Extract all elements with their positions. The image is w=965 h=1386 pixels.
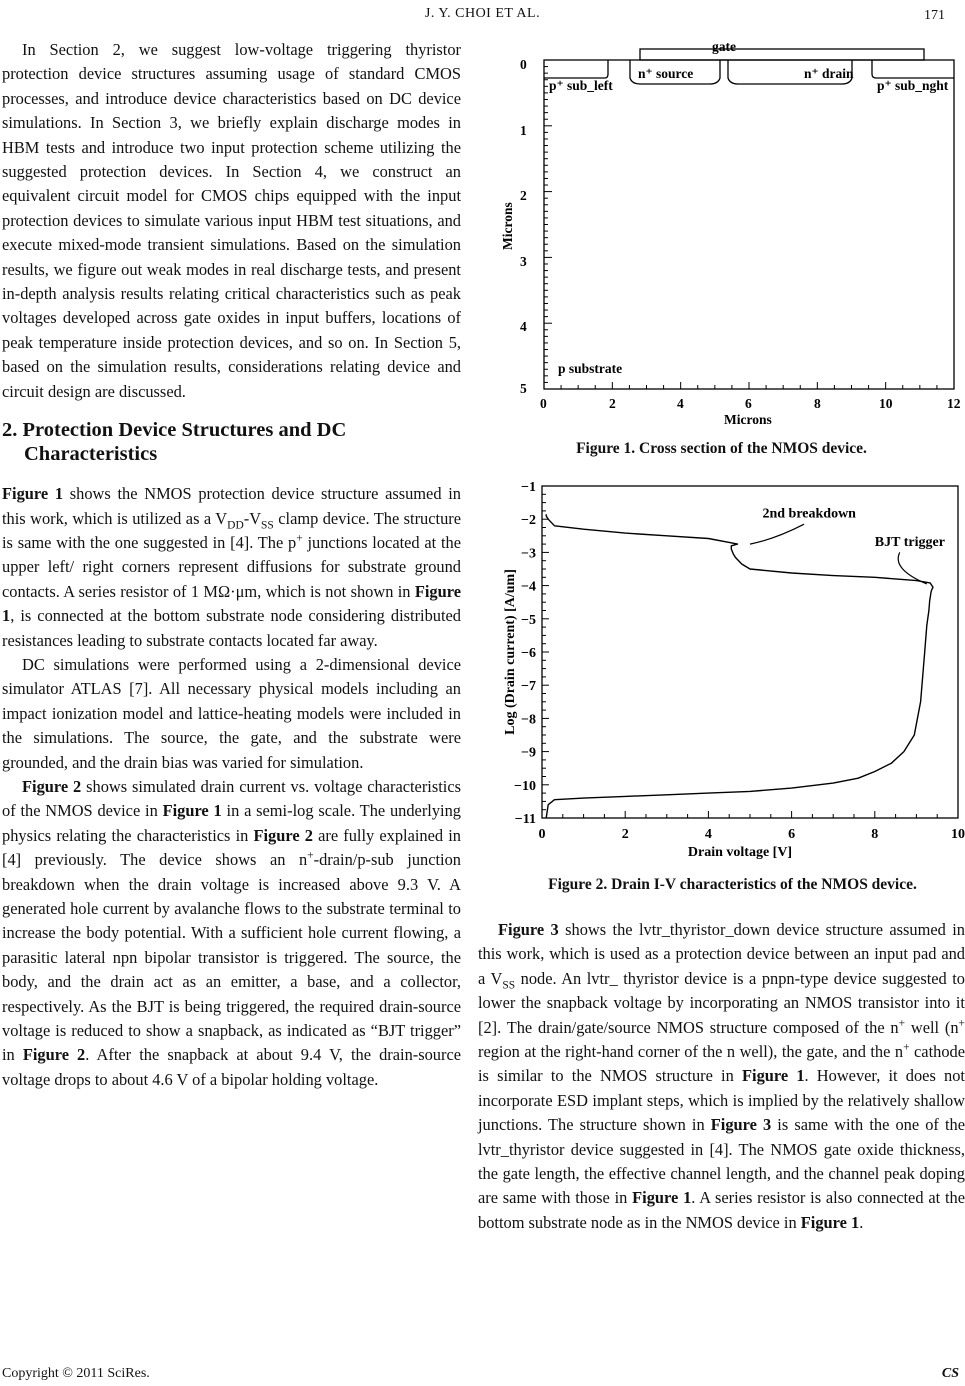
- y-tick-label: 3: [520, 254, 527, 269]
- x-axis-label: Drain voltage [V]: [687, 845, 793, 860]
- y-tick-label: 5: [520, 381, 527, 396]
- region-label-n-source: n⁺ source: [638, 66, 694, 81]
- gate-label: gate: [712, 39, 736, 54]
- y-tick-label: 4: [520, 319, 527, 334]
- region-label-p-substrate: p substrate: [558, 361, 623, 376]
- p-sub-right-region: [872, 60, 954, 78]
- y-axis-label: Log (Drain current) [A/um]: [503, 569, 518, 735]
- superscript: +: [903, 1041, 910, 1054]
- subscript: SS: [502, 979, 516, 992]
- text-span: shows the lvtr_thyristor_down device structure assumed in this work, which is used as a protection device between an input pad and a V: [478, 920, 965, 988]
- figure1-reference[interactable]: Figure 1: [632, 1188, 692, 1208]
- gate-shape: [640, 49, 924, 60]
- text-span: , is connected at the bottom substrate node considering distributed resistances leading to substrate contacts located far away.: [2, 606, 461, 650]
- text-span: clamp device. The structure is same with the one suggested in [4]. The p: [2, 508, 461, 552]
- paragraph-dc-simulations: DC simulations were performed using a 2-dimensional device simulator ATLAS [7]. All necessary physical models including an impact ionization model and lattice-heating models were included in the simulations. The source, the gate, and the substrate were grounded, and the drain bias was varied for simulation.: [2, 654, 461, 772]
- figure1-reference[interactable]: Figure 1: [2, 581, 461, 626]
- y-tick-label: −11: [514, 812, 536, 827]
- subscript: DD: [227, 518, 244, 531]
- y-axis-label: Microns: [500, 202, 515, 250]
- text-span: is same with the one of the lvtr_thyristor device suggested in [4]. The NMOS gate oxide thickness, the gate length, the effective channel length, and the channel peak doping are same with those in: [478, 1115, 965, 1208]
- subscript: SS: [261, 518, 274, 531]
- y-tick-label: −6: [521, 646, 536, 661]
- region-label-p-sub-left: p⁺ sub_left: [549, 78, 613, 93]
- paragraph-figure2: [2, 775, 461, 1092]
- x-tick-label: 6: [788, 827, 796, 842]
- y-tick-label: −8: [521, 712, 536, 728]
- text-span: are fully explained in [4] previously. The device shows an n: [2, 825, 461, 870]
- text-span: junctions located at the upper left/ right corners represent diffusions for substrate ground contacts. A series resistor of 1 MΩ·μm, which is not shown in: [2, 532, 461, 601]
- left-column: [2, 38, 461, 1092]
- section-heading-line2: Characteristics: [24, 443, 158, 466]
- figure3-reference[interactable]: Figure 3: [710, 1115, 772, 1135]
- intro-paragraph: In Section 2, we suggest low-voltage triggering thyristor protection device structures assuming usage of standard CMOS processes, and introduce device characteristics based on DC device simulations. In Section 3, we briefly explain discharge modes in HBM tests and introduce two input protection scheme utilizing the suggested protection devices. In Section 4, we construct an equivalent circuit model for CMOS chips equipped with the input protection devices to simulate various input HBM test situations, and execute mixed-mode transient simulations. Based on the simulation results, we figure out weak modes in real discharge tests, and present in-depth analysis results relating critical characteristics such as peak voltages developed across gate oxides in input buffers, locations of peak temperature inside protection devices, and so on. In Section 5, based on the simulation results, considerations relating device and circuit design are discussed.: [2, 40, 461, 401]
- x-tick-label: 2: [621, 827, 629, 842]
- x-tick-label: 4: [677, 396, 684, 411]
- x-tick-label: 4: [704, 827, 712, 842]
- plot-frame: [544, 60, 954, 389]
- figure2-iv-chart: [478, 472, 965, 867]
- y-tick-label: −1: [521, 480, 536, 495]
- figure1-tick-marks: [544, 60, 954, 389]
- y-tick-label: 1: [520, 123, 527, 138]
- section-heading-line1: 2. Protection Device Structures and DC: [2, 419, 347, 442]
- x-tick-label: 10: [951, 827, 965, 842]
- y-tick-label: −4: [521, 579, 536, 595]
- section-heading: [2, 418, 461, 466]
- p-sub-left-region: [544, 60, 608, 78]
- text-span: .: [859, 1212, 864, 1232]
- journal-abbrev: CS: [941, 1366, 959, 1381]
- figure2-reference[interactable]: Figure 2: [253, 825, 313, 845]
- copyright: Copyright © 2011 SciRes.: [2, 1366, 150, 1381]
- figure2-reference[interactable]: Figure 2: [22, 776, 82, 796]
- figure1-reference[interactable]: Figure 1: [742, 1066, 805, 1086]
- y-tick-label: 0: [520, 57, 527, 72]
- y-tick-label: −9: [521, 745, 536, 761]
- figure2-reference[interactable]: Figure 2: [22, 1045, 86, 1065]
- y-tick-label: 2: [520, 188, 527, 203]
- figure1-reference[interactable]: Figure 1: [2, 484, 64, 504]
- y-tick-label: −7: [521, 679, 536, 695]
- figure1-caption: Figure 1. Cross section of the NMOS device.: [576, 440, 867, 457]
- annotation-bjt-trigger: BJT trigger: [874, 534, 945, 550]
- x-tick-label: 8: [814, 396, 821, 411]
- text-span: well (n: [905, 1017, 959, 1037]
- region-label-n-drain: n⁺ drain: [804, 66, 854, 81]
- x-tick-label: 10: [879, 396, 893, 411]
- text-span: region at the right-hand corner of the n well), the gate, and the n: [478, 1042, 904, 1062]
- x-tick-label: 6: [745, 396, 752, 411]
- y-tick-label: −3: [521, 546, 536, 562]
- text-span: . A series resistor is also connected at the bottom substrate node as in the NMOS device in: [478, 1188, 965, 1232]
- y-tick-label: −2: [521, 513, 536, 529]
- superscript: +: [898, 1017, 906, 1030]
- paragraph-figure3: [478, 918, 965, 1235]
- annotation-2nd-breakdown: 2nd breakdown: [762, 506, 856, 522]
- x-axis-label: Microns: [724, 412, 772, 427]
- superscript: +: [296, 532, 303, 545]
- iv-curve: [546, 514, 933, 818]
- text-span: . However, it does not incorporate ESD implant steps, which is implied by the relatively shallow junctions. The structure shown in: [478, 1066, 965, 1135]
- annotation-arrow: [750, 524, 804, 544]
- text-span: shows simulated drain current vs. voltage characteristics of the NMOS device in: [2, 776, 461, 821]
- running-title: J. Y. CHOI ET AL.: [424, 6, 541, 21]
- page-header: [0, 6, 965, 28]
- figure1-reference[interactable]: Figure 1: [162, 801, 222, 821]
- figure3-reference[interactable]: Figure 3: [498, 920, 559, 939]
- figure1-cross-section: [492, 38, 962, 428]
- x-tick-label: 12: [947, 396, 961, 411]
- text-span: shows the NMOS protection device structure assumed in this work, which is utilized as a V: [2, 484, 461, 528]
- x-tick-label: 0: [538, 827, 546, 842]
- right-column-paragraph: [478, 918, 965, 1235]
- figure1-reference[interactable]: Figure 1: [800, 1212, 860, 1232]
- x-tick-label: 2: [609, 396, 616, 411]
- region-label-p-sub-right: p⁺ sub_nght: [877, 78, 949, 93]
- superscript: +: [307, 849, 314, 862]
- text-span: node. An lvtr_ thyristor device is a pnpn-type device suggested to lower the snapback voltage by incorporating an NMOS transistor into it [2]. The drain/gate/source NMOS structure composed of the n: [478, 968, 965, 1037]
- text-span: in a semi-log scale. The underlying physics relating the characteristics in: [2, 801, 461, 845]
- text-span: -drain/p-sub junction breakdown when the drain voltage is increased above 9.3 V. A generated hole current by avalanche flows to the substrate terminal to increase the body potential. With a sufficient hole current flowing, a parasitic lateral npn bipolar transistor is triggered. The source, the body, and the drain act as an emitter, a base, and a collector, respectively. As the BJT is being triggered, the required drain-source voltage is reduced to show a snapback, as indicated as “BJT trigger” in: [2, 850, 461, 1065]
- y-tick-label: −10: [514, 778, 536, 794]
- text-span: . After the snapback at about 9.4 V, the drain-source voltage drops to about 4.6 V of a bipolar holding voltage.: [2, 1045, 461, 1089]
- y-tick-label: −5: [521, 612, 536, 628]
- x-tick-label: 8: [871, 827, 879, 842]
- text-span: -V: [243, 508, 262, 528]
- x-tick-label: 0: [540, 396, 547, 411]
- figure2-caption: Figure 2. Drain I-V characteristics of the NMOS device.: [548, 876, 917, 893]
- paragraph-figure1: [2, 482, 461, 653]
- text-span: cathode is similar to the NMOS structure in: [478, 1042, 965, 1086]
- superscript: +: [958, 1017, 965, 1030]
- page-number: 171: [924, 8, 945, 23]
